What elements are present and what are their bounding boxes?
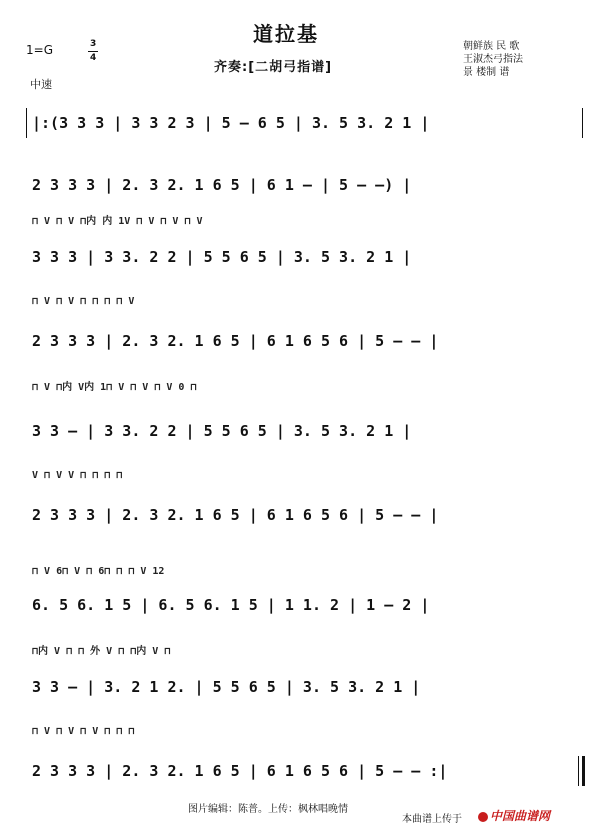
bowing-row-3: ⊓ V ⊓ V ⊓内 内 1V ⊓ V ⊓ V ⊓ V [32, 216, 203, 227]
score-row-7: 6. 5 6. 1 5 | 6. 5 6. 1 5 | 1 1. 2 | 1 – 2 | [32, 596, 430, 614]
image-caption: 图片编辑：陈普。上传：枫林唱晚情 [188, 804, 348, 815]
score-row-3: 3 3 3 | 3 3. 2 2 | 5 5 6 5 | 3. 5 3. 2 1 | [32, 248, 412, 266]
time-signature-numerator: 3 [90, 39, 97, 49]
site-logo [478, 807, 550, 824]
logo-icon [478, 812, 488, 822]
bowing-row-4: ⊓ V ⊓ V ⊓ ⊓ ⊓ ⊓ V [32, 296, 135, 307]
score-row-9: 2 3 3 3 | 2. 3 2. 1 6 5 | 6 1 6 5 6 | 5 – – :| [32, 762, 448, 780]
credit-source: 朝鲜族 民 歌 [463, 41, 520, 52]
bowing-row-7: ⊓ V 6⊓ V ⊓ 6⊓ ⊓ ⊓ V 12 [32, 566, 165, 577]
arrangement-subtitle: 齐奏:[二胡弓指谱] [214, 60, 333, 75]
bowing-row-9: ⊓ V ⊓ V ⊓ V ⊓ ⊓ ⊓ [32, 726, 135, 737]
bowing-row-8: ⊓内 V ⊓ ⊓ 外 V ⊓ ⊓内 V ⊓ [32, 646, 171, 657]
time-signature-denominator: 4 [90, 53, 97, 63]
tempo-marking: 中速 [30, 78, 52, 91]
score-row-2: 2 3 3 3 | 2. 3 2. 1 6 5 | 6 1 – | 5 – –) | [32, 176, 412, 194]
final-repeat-barline-thin [578, 756, 579, 786]
score-row-8: 3 3 – | 3. 2 1 2. | 5 5 6 5 | 3. 5 3. 2 1 | [32, 678, 421, 696]
final-repeat-barline-thick [582, 756, 585, 786]
key-signature: 1=G [26, 43, 53, 57]
score-row-4: 2 3 3 3 | 2. 3 2. 1 6 5 | 6 1 6 5 6 | 5 – – | [32, 332, 439, 350]
bowing-row-6: V ⊓ V V ⊓ ⊓ ⊓ ⊓ [32, 470, 123, 481]
credit-bowing: 王淑杰弓指法 [463, 54, 523, 65]
score-row-6: 2 3 3 3 | 2. 3 2. 1 6 5 | 6 1 6 5 6 | 5 – – | [32, 506, 439, 524]
score-row-5: 3 3 – | 3 3. 2 2 | 5 5 6 5 | 3. 5 3. 2 1 | [32, 422, 412, 440]
system-end-barline [582, 108, 583, 138]
score-row-1: |:(3 3 3 | 3 3 2 3 | 5 – 6 5 | 3. 5 3. 2 1 | [32, 114, 430, 132]
song-title: 道拉基 [253, 22, 319, 46]
bowing-row-5: ⊓ V ⊓内 V内 1⊓ V ⊓ V ⊓ V 0 ⊓ [32, 382, 197, 393]
system-start-barline [26, 108, 27, 138]
credit-engraver: 景 楼制 谱 [463, 67, 510, 78]
credits [463, 40, 523, 79]
upload-note: 本曲谱上传于 [402, 814, 462, 825]
logo-text: 中国曲谱网 [490, 809, 551, 823]
